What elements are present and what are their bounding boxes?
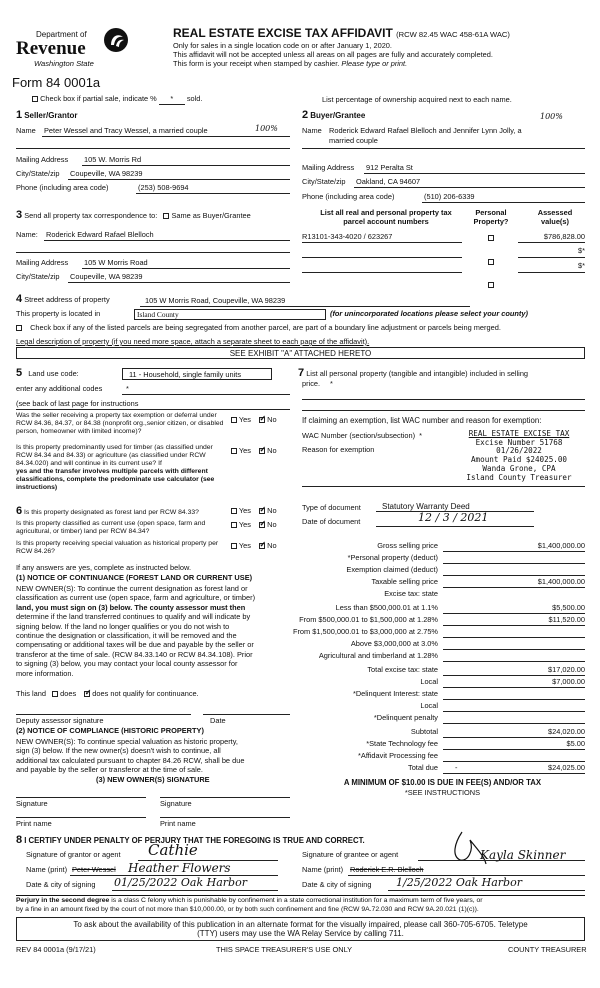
tax-corr-city-line [68, 282, 290, 283]
tax-calc-label: *State Technology fee [366, 739, 438, 748]
notice-line: classification as current use (open space, farm and agriculture, or timber) [16, 593, 256, 603]
form-title [173, 27, 510, 41]
buyer-name-label: Name [302, 126, 322, 135]
parcel-header-personal [467, 209, 515, 226]
buyer-mailing-label: Mailing Address [302, 163, 355, 172]
owner-print-label-1: Print name [16, 819, 52, 828]
street-label: Street address of property [24, 295, 110, 304]
notice-continuance-title: (1) NOTICE OF CONTINUANCE (FOREST LAND OR CURRENT USE) [16, 573, 253, 582]
timber-question-bold: yes and the transfer involves multiple parcels with different classifications, complete the predominate use calculator (see instructions) [16, 468, 215, 491]
grantee-name-label: Name (print) [302, 865, 344, 874]
seller-name-line-2 [16, 148, 290, 149]
rev-number: REV 84 0001a (9/17/21) [16, 945, 96, 954]
tax-calc-line [443, 687, 585, 688]
seller-phone-line [136, 193, 290, 194]
notice-compliance-title: (2) NOTICE OF COMPLIANCE (HISTORIC PROPERTY) [16, 726, 204, 735]
notice-line: more information. [16, 668, 74, 678]
seller-city-label: City/State/zip [16, 169, 60, 178]
tax-calc-value[interactable]: $11,520.00 [548, 615, 585, 624]
deputy-date-label: Date [210, 716, 226, 725]
personal-prop-section-number: 7 [298, 367, 305, 379]
buyer-section-number: 2 [302, 109, 309, 121]
doc-date-label: Date of document [302, 517, 361, 526]
see-back-line [16, 409, 290, 410]
exemption-yes-checkbox[interactable] [231, 417, 237, 423]
tax-corr-label: Send all property tax correspondence to: [24, 211, 158, 220]
forest-question-1 [16, 505, 228, 518]
tax-calc-label: Less than $500,000.01 at 1.1% [335, 603, 438, 612]
tax-corr-mailing-line [82, 268, 290, 269]
partial-sale-checkbox[interactable] [32, 96, 38, 102]
tax-calc-line [443, 711, 585, 712]
segregate-label: Check box if any of the listed parcels are being segregated from another parcel, are part of a boundary line adjustment or parcels being merged. [30, 323, 501, 332]
assessed-line [518, 257, 585, 258]
parcel-line [302, 242, 462, 243]
wac-number-field[interactable]: * [419, 431, 423, 440]
seller-mailing-label: Mailing Address [16, 155, 69, 164]
notice-line: and payable by the seller or transferor at the time of sale. [16, 765, 203, 775]
tax-calc-label: From $500,000.01 to $1,500,000 at 1.28% [299, 615, 438, 624]
parcel-header-assessed-2: value(s) [541, 216, 569, 226]
parcel-line [302, 257, 462, 258]
wac-label [302, 432, 422, 441]
notice-line: additional tax calculated pursuant to chapter 84.26 RCW, shall be due [16, 755, 245, 765]
buyer-city-line [354, 187, 585, 188]
street-address-field[interactable]: 105 W Morris Road, Coupeville, WA 98239 [145, 296, 286, 305]
tax-calc-line [443, 737, 585, 738]
tax-calc-label: Taxable selling price [371, 577, 438, 586]
buyer-heading-text: Buyer/Grantee [310, 111, 366, 120]
parcel-header-list-2: parcel account numbers [343, 216, 429, 226]
owner-sig-label-2: Signature [160, 799, 192, 808]
personal-property-checkbox[interactable] [488, 235, 494, 241]
tax-corr-section-number: 3 [16, 209, 23, 221]
seller-city-line [68, 179, 290, 180]
exemption-question: Was the seller receiving a property tax exemption or deferral under RCW 84.36, 84.37, or 84.38 (nonprofit org.,senior citizen, or disabled person, homeowner with limited income)? [16, 412, 224, 435]
does-qualify-checkbox[interactable] [52, 691, 58, 697]
subtitle-3-text: This form is your receipt when stamped by cashier. [173, 59, 340, 68]
certify-section-number: 8 [16, 834, 23, 846]
seller-mailing-line [82, 165, 290, 166]
perjury-notice-2: by a fine in an amount fixed by the court of not more than $10,000.00, or by both such confinement and fine (RCW 9A.72.030 and RCW 9A.20.021 (1)(c)). [16, 906, 479, 913]
stamp-line: Excise Number 51768 [475, 437, 563, 447]
parcel-header-personal-1: Personal [475, 208, 507, 217]
parcel-number[interactable]: R13101-343-4020 / 623267 [302, 232, 393, 241]
minimum-notice: A MINIMUM OF $10.00 IS DUE IN FEE(S) AND/OR TAX [343, 778, 542, 787]
notice-line: NEW OWNER(S): To continue special valuation as historic property, [16, 737, 238, 746]
forest-yes-checkbox-2[interactable] [231, 522, 237, 528]
grantor-date-label: Date & city of signing [26, 880, 96, 889]
stamp-line: Amount Paid $24025.00 [470, 455, 567, 465]
tax-calc-line [443, 613, 585, 614]
tax-calc-label: Local [420, 677, 438, 686]
yes-label: Yes [238, 506, 251, 515]
located-note: (for unincorporated locations please select your county) [330, 309, 528, 318]
footer-rule [16, 895, 585, 896]
tax-calc-line [443, 625, 585, 626]
personal-prop-label-1: List all personal property (tangible and intangible) included in selling [306, 369, 529, 378]
personal-prop-label-2: price. [302, 379, 321, 388]
grantee-sig-label: Signature of grantee or agent [302, 850, 399, 859]
forest-section-number: 6 [16, 505, 23, 517]
treasurer-stamp [434, 430, 600, 482]
notice-line: sign (3) below. If the new owner(s) doesn't wish to continue, all [16, 746, 221, 756]
tax-corr-city-field[interactable]: Coupeville, WA 98239 [70, 272, 143, 281]
alt-format-line-1: To ask about the availability of this publication in an alternate format for the visually impaired, please call 360-705-6705. Teletype [73, 920, 528, 929]
street-heading [16, 293, 110, 306]
parcel-header-assessed [525, 209, 585, 226]
continuance-row [16, 690, 199, 699]
exemption-line [302, 486, 585, 487]
tax-calc-line [443, 749, 585, 750]
doc-type-label: Type of document [302, 503, 361, 512]
forest-question-1-text: Is this property designated as forest land per RCW 84.33? [24, 509, 199, 516]
county-select[interactable] [134, 309, 326, 320]
same-as-buyer-label: Same as Buyer/Grantee [171, 211, 251, 220]
tax-calc-label: Total due [408, 763, 438, 772]
tax-calc-label: Local [420, 701, 438, 710]
timber-no-checkbox[interactable] [259, 448, 265, 454]
additional-codes-line [122, 394, 290, 395]
personal-prop-field[interactable]: * [330, 379, 333, 388]
tax-calc-value[interactable]: $1,400,000.00 [537, 541, 585, 550]
timber-yes-no [231, 447, 277, 456]
dor-logo [12, 26, 132, 82]
grantor-sig-label: Signature of grantor or agent [26, 850, 121, 859]
does-label: does [60, 689, 77, 698]
partial-sale-label: Check box if partial sale, indicate % [40, 94, 157, 103]
exemption-no-checkbox[interactable] [259, 417, 265, 423]
tax-corr-name-label: Name: [16, 230, 38, 239]
tax-calc-line [443, 587, 585, 588]
tax-calc-label: *Delinquent Interest: state [352, 689, 438, 698]
tax-calc-line [443, 675, 585, 676]
seller-city-field[interactable]: Coupeville, WA 98239 [70, 169, 143, 178]
subtitle-2: This affidavit will not be accepted unless all areas on all pages are fully and accurately completed. [173, 50, 493, 59]
grantor-date-field[interactable]: 01/25/2022 Oak Harbor [114, 876, 247, 889]
tax-calc-value[interactable]: $5.00 [566, 739, 585, 748]
buyer-mailing-line [364, 173, 585, 174]
yes-label: Yes [238, 520, 251, 529]
this-land-label: This land [16, 689, 46, 698]
tax-calc-value[interactable]: $7,000.00 [552, 677, 585, 686]
buyer-mailing-field[interactable]: 912 Peralta St [366, 163, 413, 172]
tax-calc-label: Agricultural and timberland at 1.28% [318, 651, 438, 660]
exemption-yes-no [231, 416, 277, 425]
subtitle-1: Only for sales in a single location code on or after January 1, 2020. [173, 41, 392, 50]
county-treasurer-label: COUNTY TREASURER [508, 945, 587, 954]
does-not-label: does not qualify for continuance. [92, 689, 199, 698]
forest-no-checkbox-2[interactable] [259, 522, 265, 528]
tax-calc-line [443, 563, 585, 564]
tax-corr-name-field[interactable]: Roderick Edward Rafael Blelloch [46, 230, 154, 239]
subtitle-3 [173, 60, 407, 69]
ownership-note: List percentage of ownership acquired next to each name. [322, 95, 512, 104]
tax-corr-city-label: City/State/zip [16, 272, 60, 281]
forest-question-3: Is this property receiving special valuation as historical property per RCW 84.26? [16, 540, 219, 555]
perjury-text: is a class C felony which is punishable by confinement in a state correctional institution for a maximum term of five years, or [109, 897, 483, 904]
land-use-section-number: 5 [16, 367, 23, 379]
grantor-name-struck: Peter Wessel [72, 865, 116, 874]
doc-type-field[interactable]: Statutory Warranty Deed [382, 502, 470, 511]
tax-calc-line [443, 761, 585, 762]
notice-line: compensating or additional taxes will be due and payable by the seller or [16, 640, 254, 650]
tax-calc-label: Gross selling price [377, 541, 438, 550]
tax-calc-label: From $1,500,000.01 to $3,000,000 at 2.75% [292, 627, 438, 636]
tax-calc-label: Excise tax: state [384, 589, 438, 598]
tax-calc-line [443, 637, 585, 638]
tax-calc-label: Exemption claimed (deduct) [346, 565, 438, 574]
see-back-label: (see back of last page for instructions [16, 399, 139, 408]
personal-prop-line-1 [302, 399, 585, 400]
partial-sale-suffix: sold. [186, 94, 203, 103]
perjury-bold: Perjury in the second degree [16, 897, 110, 904]
seller-phone-label: Phone (including area code) [16, 183, 109, 192]
new-owner-sig-title: (3) NEW OWNER(S) SIGNATURE [96, 775, 210, 784]
personal-prop-heading [298, 367, 528, 380]
deputy-sig-line [16, 714, 191, 715]
assessed-value[interactable]: $* [578, 246, 585, 255]
buyer-city-label: City/State/zip [302, 177, 346, 186]
owner-print-line-2 [160, 817, 290, 818]
tax-calc-value[interactable]: $1,400,000.00 [537, 577, 585, 586]
legal-label: Legal description of property (if you need more space, attach a separate sheet to each page of the affidavit). [16, 337, 370, 346]
buyer-phone-field[interactable]: (510) 206-6339 [424, 192, 475, 201]
grantee-date-label: Date & city of signing [302, 880, 372, 889]
owner-print-label-2: Print name [160, 819, 196, 828]
parcel-header-list [302, 209, 470, 226]
tax-corr-name-line [44, 240, 290, 241]
form-title-ref: (RCW 82.45 WAC 458-61A WAC) [396, 30, 510, 39]
yes-label: Yes [238, 541, 251, 550]
county-select-value: Island County [137, 310, 179, 319]
tax-calc-line [443, 723, 585, 724]
personal-prop-line-2 [302, 410, 585, 411]
owner-sig-line-1 [16, 797, 146, 798]
owner-print-line-1 [16, 817, 146, 818]
stamp-line: REAL ESTATE EXCISE TAX [468, 429, 570, 438]
doc-date-field[interactable]: 12 / 3 / 2021 [418, 511, 489, 524]
tax-calc-label: *Affidavit Processing fee [358, 751, 438, 760]
treasurer-only-label: THIS SPACE TREASURER'S USE ONLY [216, 945, 353, 954]
see-instructions: *SEE INSTRUCTIONS [404, 788, 481, 797]
parcel-header-list-1: List all real and personal property tax [320, 208, 452, 217]
perjury-notice [16, 897, 483, 905]
assessed-line [518, 272, 585, 273]
parcel-header-assessed-1: Assessed [537, 208, 573, 217]
seller-heading [16, 109, 78, 122]
owner-sig-label-1: Signature [16, 799, 48, 808]
grantee-name-struck: Roderick E.R. Blelloch [350, 865, 424, 874]
tax-calc-line [443, 575, 585, 576]
forest-question-2: Is this property classified as current use (open space, farm and agricultural, or timber) land per RCW 84.34? [16, 520, 206, 535]
seller-percent[interactable]: 100% [255, 124, 278, 133]
forest-yes-checkbox-3[interactable] [231, 543, 237, 549]
notice-compliance-body [16, 737, 244, 775]
buyer-name-line [302, 148, 585, 149]
personal-property-checkbox[interactable] [488, 282, 494, 288]
additional-codes-label: enter any additional codes [16, 384, 103, 393]
forest-no-checkbox-3[interactable] [259, 543, 265, 549]
seller-mailing-field[interactable]: 105 W. Morris Rd [84, 155, 142, 164]
no-label: No [267, 446, 277, 455]
land-use-select-value: 11 - Household, single family units [129, 369, 242, 379]
partial-sale-row [32, 95, 202, 105]
grantor-date-line [112, 890, 278, 891]
buyer-name-field-1[interactable]: Roderick Edward Rafael Blelloch and Jennifer Lynn Jolly, a [329, 126, 522, 135]
parcel-line [302, 272, 462, 273]
partial-sale-value[interactable]: * [159, 95, 185, 105]
notice-line: land, you must sign on (3) below. The county assessor must then [16, 602, 246, 612]
assessed-line [518, 242, 585, 243]
notice-line: NEW OWNER(S): To continue the current designation as forest land or [16, 584, 248, 593]
certify-heading-text: I CERTIFY UNDER PENALTY OF PERJURY THAT THE FOREGOING IS TRUE AND CORRECT. [24, 836, 365, 845]
located-label: This property is located in [16, 309, 101, 318]
grantor-signature[interactable]: Cathie [148, 841, 198, 859]
wac-label-text: WAC Number (section/subsection) [302, 431, 416, 440]
tax-corr-mailing-field[interactable]: 105 W Morris Road [84, 258, 148, 267]
land-use-select[interactable] [122, 368, 272, 380]
grantee-date-field[interactable]: 1/25/2022 Oak Harbor [396, 876, 522, 889]
dept-of-label: Department of [36, 30, 87, 39]
timber-yes-checkbox[interactable] [231, 448, 237, 454]
tax-calc-line [443, 551, 585, 552]
tax-calc-label: Above $3,000,000 at 3.0% [350, 639, 438, 648]
subtitle-3-italic: Please type or print. [341, 59, 408, 68]
buyer-name-field-2[interactable]: married couple [329, 136, 378, 145]
doc-date-line [376, 526, 534, 527]
forest-no-checkbox-1[interactable] [259, 508, 265, 514]
grantee-sig-line [418, 860, 585, 861]
legal-description-value: SEE EXHIBIT "A" ATTACHED HERETO [229, 349, 372, 358]
seller-heading-text: Seller/Grantor [24, 111, 78, 120]
stamp-line: Wanda Grone, CPA [482, 463, 556, 473]
alt-format-box [16, 917, 585, 941]
grantor-name-label: Name (print) [26, 865, 68, 874]
seller-name-line [42, 136, 290, 137]
assessed-value[interactable]: $786,828.00 [543, 232, 585, 241]
no-label: No [267, 520, 277, 529]
owner-sig-line-2 [160, 797, 290, 798]
timber-question: Is this property predominantly used for timber (as classified under RCW 84.34 and 84.33) or agriculture (as classified under RCW 84.34.020) and will continue in its current use? If [16, 444, 213, 467]
buyer-percent[interactable]: 100% [540, 112, 563, 121]
same-as-buyer-checkbox[interactable] [163, 213, 169, 219]
buyer-phone-label: Phone (including area code) [302, 192, 395, 201]
notice-line: to signing (3) below, you may contact your local county assessor for [16, 659, 238, 669]
washington-state-label: Washington State [34, 59, 94, 68]
buyer-heading [302, 109, 365, 122]
tax-calc-value[interactable]: $5,500.00 [552, 603, 585, 612]
yes-label: Yes [238, 446, 251, 455]
yes-label: Yes [238, 415, 251, 424]
segregate-checkbox[interactable] [16, 325, 22, 331]
tax-calc-value[interactable]: $24,020.00 [548, 727, 585, 736]
grantee-date-line [388, 890, 585, 891]
tax-corr-mailing-label: Mailing Address [16, 258, 69, 267]
buyer-phone-line [422, 202, 585, 203]
forest-yes-no-1 [231, 507, 277, 516]
parcel-header-personal-2: Property? [473, 216, 509, 226]
assessed-value[interactable]: $* [578, 261, 585, 270]
street-section-number: 4 [16, 293, 23, 305]
tax-calc-label: *Delinquent penalty [373, 713, 438, 722]
stamp-line: 01/26/2022 [496, 446, 542, 456]
land-use-label: Land use code: [28, 369, 79, 378]
notice-line: signing below. If the land no longer qualifies or you do not wish to [16, 621, 230, 631]
if-yes-label: If any answers are yes, complete as instructed below. [16, 563, 191, 572]
tax-calc-line [443, 773, 585, 774]
legal-description-field[interactable] [16, 347, 585, 359]
notice-line: continue the designation or classification, it will be removed and the [16, 631, 237, 641]
notice-line: determine if the land transferred continues to qualify and will indicate by [16, 612, 251, 622]
tax-calc-label: Subtotal [410, 727, 438, 736]
notice-continuance-body [16, 584, 255, 678]
street-line [140, 306, 470, 307]
tax-calc-label: Total excise tax: state [367, 665, 438, 674]
seller-phone-field[interactable]: (253) 508-9694 [138, 183, 189, 192]
notice-line: transferor at the time of sale. (RCW 84.33.140 or RCW 84.34.108). Prior [16, 649, 253, 659]
forest-yes-no-3 [231, 542, 277, 551]
exemption-claim-label: If claiming an exemption, list WAC number and reason for exemption: [302, 416, 542, 425]
exemption-reason-label: Reason for exemption [302, 445, 375, 454]
additional-codes-field[interactable]: * [126, 384, 129, 393]
grantor-name-field[interactable]: Heather Flowers [128, 861, 231, 875]
land-use-heading [16, 367, 79, 380]
tax-corr-name-line-2 [16, 252, 290, 253]
no-label: No [267, 415, 277, 424]
seller-name-label: Name [16, 126, 36, 135]
dor-emblem-icon [102, 26, 130, 54]
seller-section-number: 1 [16, 109, 23, 121]
no-label: No [267, 506, 277, 515]
buyer-city-field[interactable]: Oakland, CA 94607 [356, 177, 421, 186]
stamp-line: Island County Treasurer [466, 472, 572, 482]
tax-corr-heading [16, 209, 251, 222]
deputy-date-line [203, 714, 290, 715]
tax-calc-line [443, 649, 585, 650]
form-number: Form 84 0001a [12, 75, 101, 90]
total-due-dash: - [455, 763, 458, 772]
personal-property-checkbox[interactable] [488, 259, 494, 265]
no-label: No [267, 541, 277, 550]
tax-calc-label: *Personal property (deduct) [347, 553, 438, 562]
forest-yes-checkbox-1[interactable] [231, 508, 237, 514]
tax-calc-value[interactable]: $24,025.00 [548, 763, 585, 772]
revenue-wordmark: Revenue [16, 38, 86, 59]
deputy-sig-label: Deputy assessor signature [16, 716, 104, 725]
tax-calc-line [443, 661, 585, 662]
segregate-row [16, 324, 501, 333]
seller-name-field[interactable]: Peter Wessel and Tracy Wessel, a married couple [44, 126, 208, 135]
form-title-text: REAL ESTATE EXCISE TAX AFFIDAVIT [173, 26, 393, 40]
forest-yes-no-2 [231, 521, 277, 530]
tax-calc-value[interactable]: $17,020.00 [548, 665, 585, 674]
grantee-signature[interactable]: Kayla Skinner [480, 848, 566, 862]
alt-format-line-2: (TTY) users may use the WA Relay Service by calling 711. [197, 929, 404, 939]
does-not-qualify-checkbox[interactable] [84, 691, 90, 697]
tax-calc-line [443, 699, 585, 700]
